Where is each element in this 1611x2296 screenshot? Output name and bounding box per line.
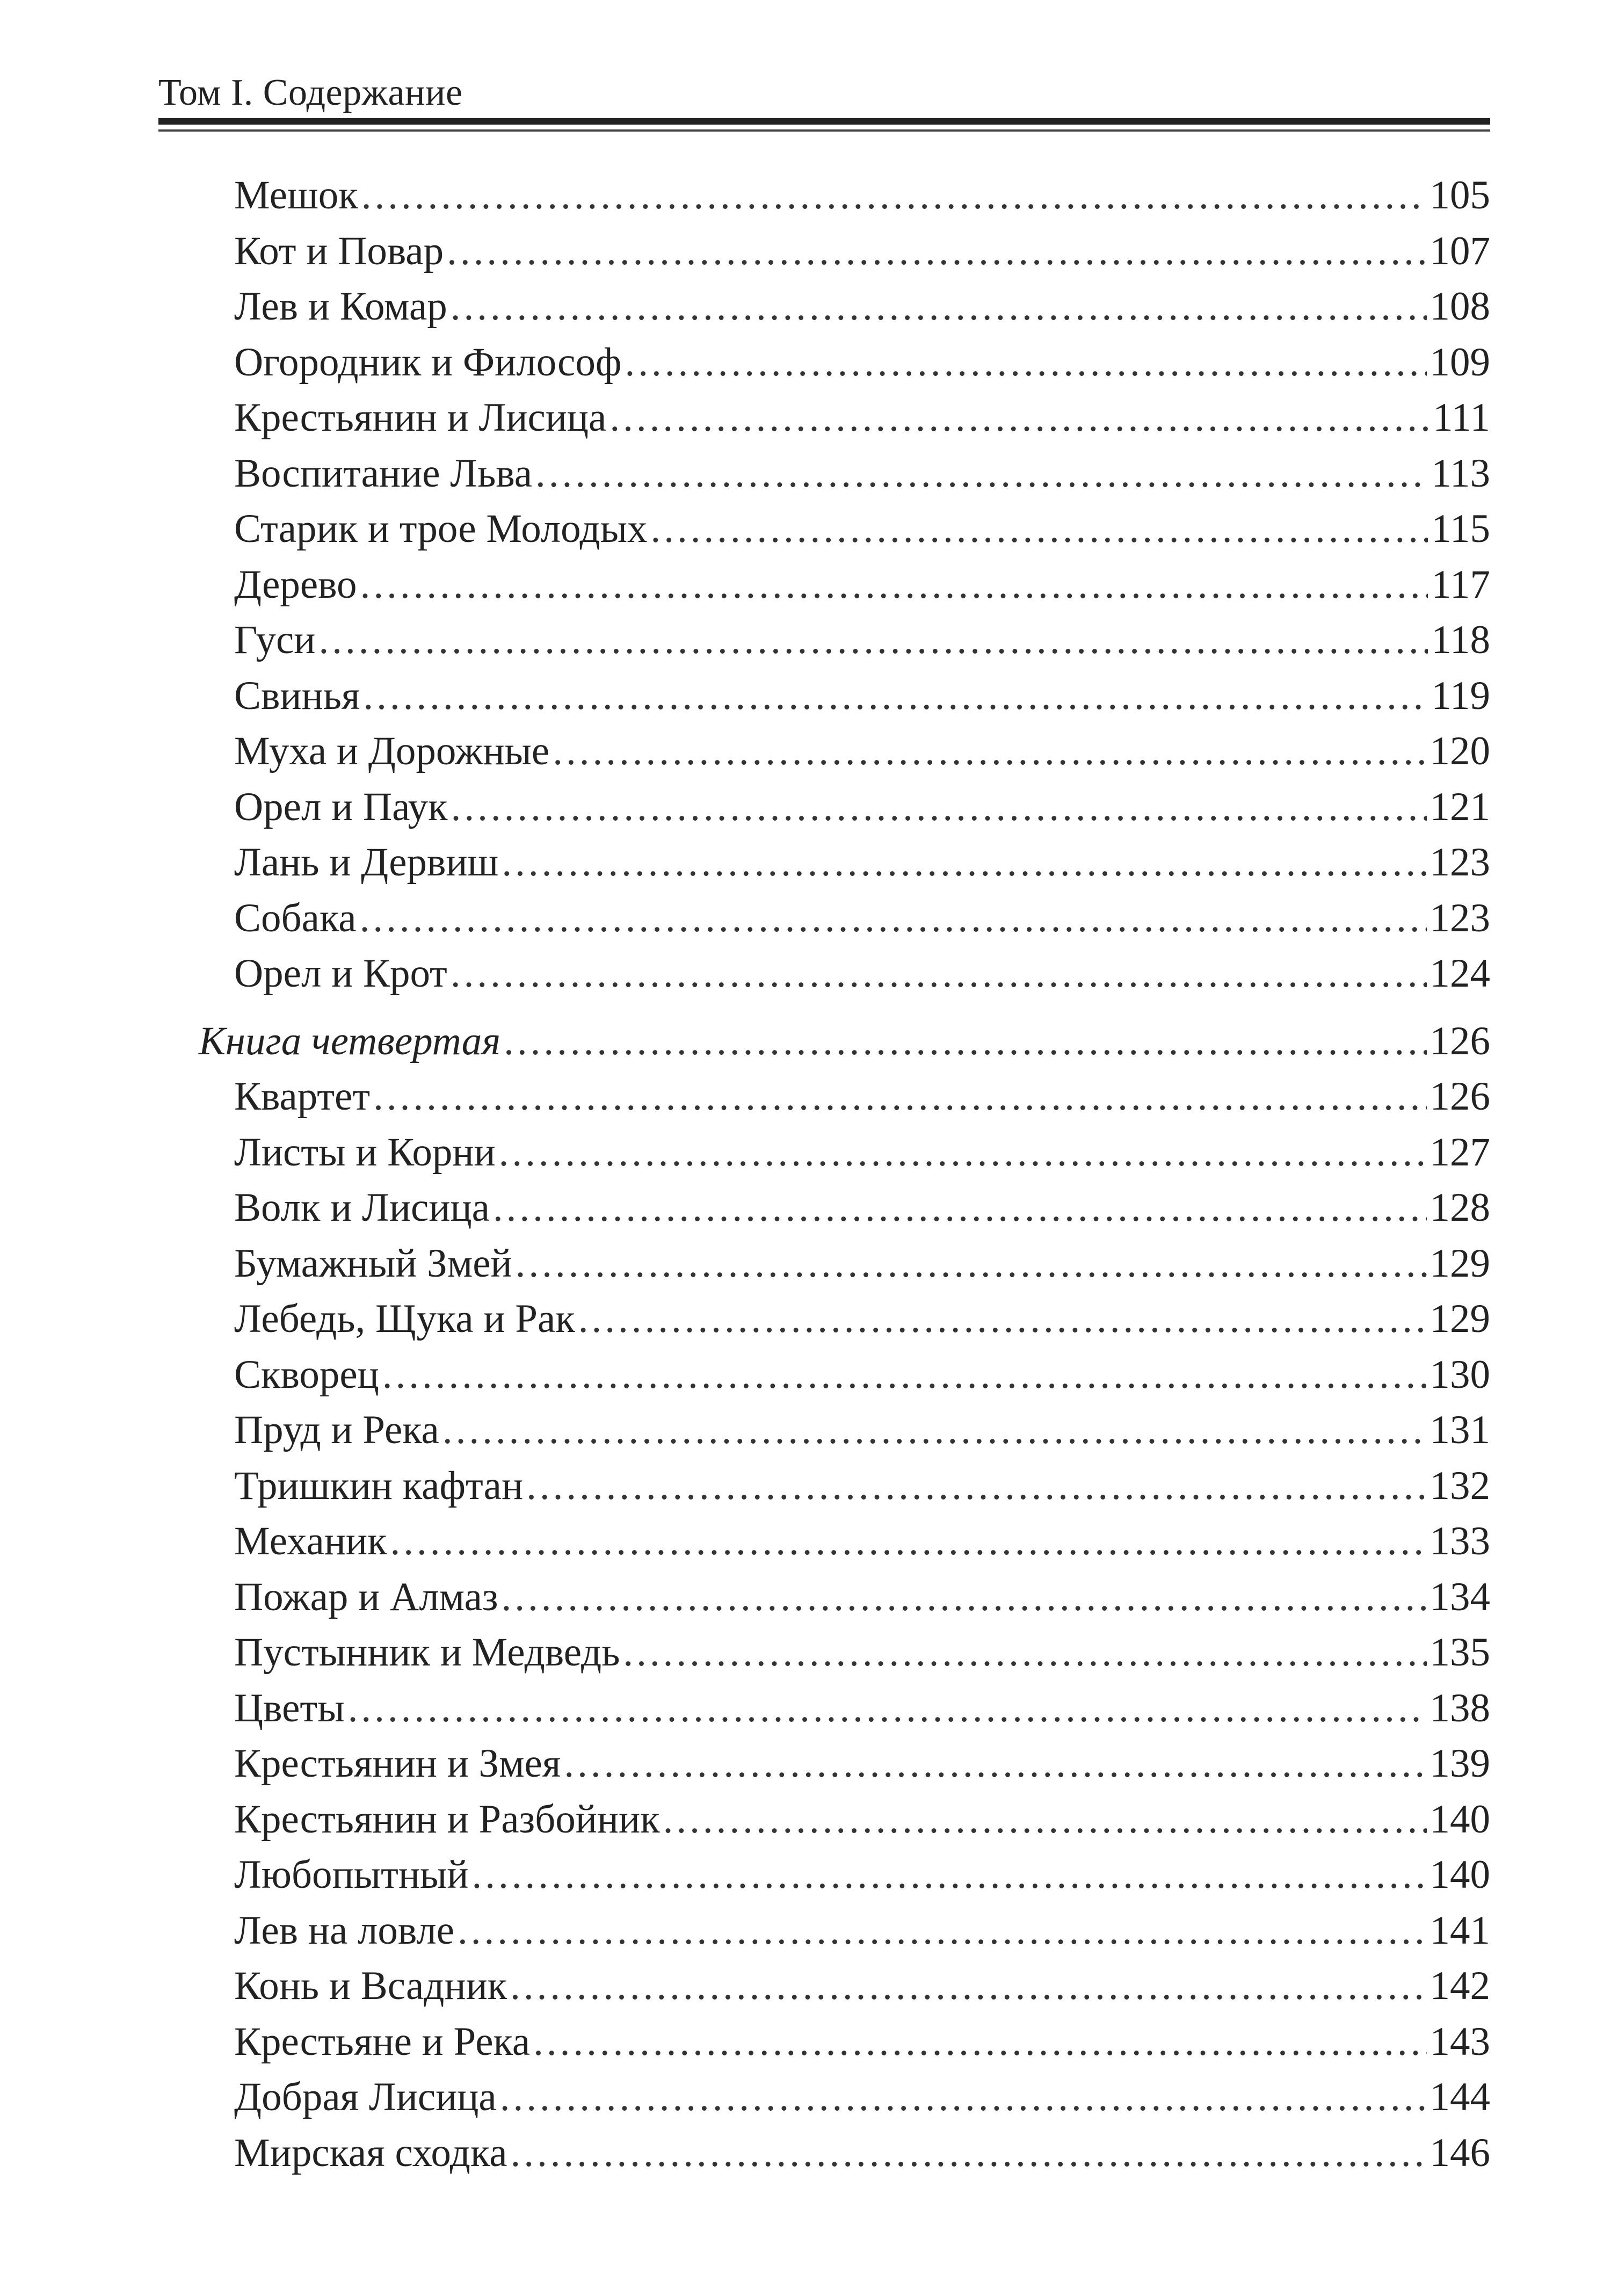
toc-entry-page-number: 141	[1429, 1908, 1490, 1953]
header-title: Том I. Содержание	[158, 72, 463, 113]
toc-entry	[199, 835, 1490, 890]
toc-entry-title: Кот и Повар	[234, 228, 444, 273]
toc-entry-title: Лань и Дервиш	[234, 840, 499, 885]
toc-entry	[199, 1792, 1490, 1848]
toc-entry-title: Конь и Всадник	[234, 1964, 507, 2008]
toc-entry	[199, 1847, 1490, 1903]
dot-leader	[447, 223, 1426, 279]
toc-entry	[199, 1681, 1490, 1736]
toc-entry-page-number: 111	[1433, 395, 1490, 440]
toc-entry-page-number: 118	[1431, 618, 1490, 662]
toc-entry	[199, 2014, 1490, 2070]
dot-leader	[564, 1736, 1426, 1792]
toc-entry	[199, 1958, 1490, 2014]
dot-leader	[623, 1625, 1426, 1681]
dot-leader	[360, 890, 1427, 946]
dot-leader	[500, 2069, 1427, 2125]
toc-entry-title: Мешок	[234, 173, 358, 218]
toc-entry-title: Механик	[234, 1519, 387, 1563]
toc-entry	[199, 1069, 1490, 1125]
toc-entry	[199, 1236, 1490, 1292]
toc-entry-title: Крестьянин и Лисица	[234, 395, 607, 440]
toc-entry-page-number: 105	[1429, 173, 1490, 218]
toc-entry-title: Лев на ловле	[234, 1908, 455, 1953]
dot-leader	[526, 1458, 1426, 1514]
toc-entry-title: Листы и Корни	[234, 1129, 496, 1175]
toc-entry	[199, 279, 1490, 335]
toc-entry	[199, 2125, 1490, 2181]
toc-entry-title: Крестьянин и Змея	[234, 1741, 561, 1786]
toc-entry	[199, 612, 1490, 668]
toc-entry-title: Цветы	[234, 1685, 345, 1730]
toc-entry-title: Книга четвертая	[199, 1018, 501, 1063]
toc-entry-page-number: 129	[1429, 1241, 1490, 1286]
dot-leader	[510, 1958, 1426, 2014]
dot-leader	[451, 279, 1427, 335]
toc-entry-page-number: 143	[1429, 2019, 1490, 2064]
dot-leader	[318, 612, 1428, 668]
toc-entry-page-number: 133	[1429, 1519, 1490, 1563]
toc-entry-title: Орел и Крот	[234, 951, 447, 996]
header-rule-thick	[158, 118, 1490, 125]
toc-section-heading	[199, 1013, 1490, 1069]
toc-entry-title: Крестьянин и Разбойник	[234, 1797, 660, 1842]
toc-entry	[199, 1625, 1490, 1681]
dot-leader	[390, 1513, 1427, 1569]
toc-entry-title: Тришкин кафтан	[234, 1463, 524, 1508]
toc-entry-page-number: 108	[1429, 284, 1490, 329]
dot-leader	[472, 1847, 1427, 1903]
toc-entry	[199, 1569, 1490, 1625]
toc-entry-page-number: 126	[1429, 1018, 1490, 1063]
toc-entry	[199, 1736, 1490, 1792]
toc-entry-page-number: 144	[1429, 2075, 1490, 2119]
dot-leader	[609, 390, 1429, 446]
toc-entry	[199, 779, 1490, 835]
toc-entry-title: Муха и Дорожные	[234, 729, 550, 773]
toc-entry-page-number: 135	[1429, 1630, 1490, 1675]
toc-entry	[199, 946, 1490, 1002]
toc-entry	[199, 1180, 1490, 1236]
toc-entry-title: Дерево	[234, 562, 357, 607]
toc-entry	[199, 557, 1490, 613]
dot-leader	[663, 1792, 1427, 1848]
toc-entry-title: Добрая Лисица	[234, 2075, 497, 2119]
dot-leader	[625, 335, 1426, 390]
dot-leader	[442, 1402, 1427, 1458]
dot-leader	[553, 723, 1426, 779]
toc-entry	[199, 1458, 1490, 1514]
toc-entry-title: Бумажный Змей	[234, 1241, 512, 1286]
dot-leader	[360, 557, 1428, 613]
toc-entry-page-number: 130	[1429, 1352, 1490, 1397]
toc-entry-title: Старик и трое Молодых	[234, 506, 648, 551]
toc-entry	[199, 1402, 1490, 1458]
toc-entry-page-number: 115	[1431, 506, 1490, 551]
toc-entry-page-number: 140	[1429, 1852, 1490, 1897]
dot-leader	[516, 1236, 1427, 1292]
toc-entry-page-number: 132	[1429, 1463, 1490, 1508]
toc-entry-page-number: 129	[1429, 1297, 1490, 1341]
toc-entry-page-number: 124	[1429, 951, 1490, 996]
toc-entry	[199, 223, 1490, 279]
toc-entry-title: Лев и Комар	[234, 284, 447, 329]
toc-entry	[199, 1513, 1490, 1569]
toc-entry-page-number: 139	[1429, 1741, 1490, 1786]
toc-entry-title: Лебедь, Щука и Рак	[234, 1297, 575, 1341]
toc-entry-title: Гуси	[234, 618, 316, 662]
toc-entry	[199, 168, 1490, 223]
toc-entry	[199, 1347, 1490, 1403]
dot-leader	[499, 1125, 1427, 1180]
toc-entry-page-number: 146	[1429, 2130, 1490, 2175]
dot-leader	[458, 1903, 1426, 1959]
dot-leader	[361, 168, 1427, 223]
toc-entry-page-number: 123	[1429, 895, 1490, 940]
toc-entry-page-number: 140	[1429, 1797, 1490, 1842]
dot-leader	[533, 2014, 1426, 2070]
toc-entry-title: Крестьяне и Река	[234, 2019, 531, 2064]
toc-entry-page-number: 138	[1429, 1685, 1490, 1730]
toc-entry-title: Пустынник и Медведь	[234, 1630, 620, 1675]
toc-entry-page-number: 119	[1431, 673, 1490, 718]
table-of-contents	[199, 168, 1490, 2181]
dot-leader	[502, 835, 1426, 890]
dot-leader	[504, 1013, 1426, 1069]
dot-leader	[502, 1569, 1427, 1625]
toc-entry-title: Собака	[234, 895, 357, 940]
toc-entry	[199, 1291, 1490, 1347]
header-rule-thin	[158, 129, 1490, 132]
toc-entry-title: Воспитание Льва	[234, 451, 533, 496]
toc-entry	[199, 1903, 1490, 1959]
toc-entry-page-number: 109	[1429, 339, 1490, 385]
toc-entry-title: Скворец	[234, 1352, 379, 1397]
dot-leader	[363, 668, 1428, 724]
toc-entry-title: Любопытный	[234, 1852, 469, 1897]
toc-entry-page-number: 127	[1429, 1129, 1490, 1175]
toc-entry	[199, 501, 1490, 557]
toc-entry-page-number: 121	[1429, 784, 1490, 829]
dot-leader	[493, 1180, 1427, 1236]
dot-leader	[535, 446, 1428, 502]
dot-leader	[382, 1347, 1427, 1403]
toc-entry-page-number: 117	[1431, 562, 1490, 607]
toc-entry-page-number: 126	[1429, 1074, 1490, 1119]
dot-leader	[510, 2125, 1426, 2181]
toc-entry	[199, 1125, 1490, 1180]
toc-entry-title: Пруд и Река	[234, 1408, 439, 1452]
running-header	[158, 69, 1490, 117]
toc-entry-title: Мирская сходка	[234, 2130, 507, 2175]
dot-leader	[578, 1291, 1427, 1347]
dot-leader	[348, 1681, 1427, 1736]
toc-entry-title: Свинья	[234, 673, 360, 718]
toc-entry-page-number: 107	[1429, 228, 1490, 273]
toc-entry-page-number: 113	[1431, 451, 1490, 496]
toc-entry-title: Орел и Паук	[234, 784, 448, 829]
toc-entry-page-number: 128	[1429, 1185, 1490, 1230]
toc-entry-page-number: 131	[1429, 1408, 1490, 1452]
toc-entry	[199, 335, 1490, 390]
toc-entry-title: Квартет	[234, 1074, 371, 1119]
toc-entry	[199, 668, 1490, 724]
toc-entry-title: Огородник и Философ	[234, 339, 622, 385]
toc-entry-page-number: 120	[1429, 729, 1490, 773]
toc-entry	[199, 390, 1490, 446]
toc-entry-page-number: 142	[1429, 1964, 1490, 2008]
toc-entry-page-number: 123	[1429, 840, 1490, 885]
dot-leader	[451, 946, 1427, 1002]
dot-leader	[451, 779, 1427, 835]
dot-leader	[373, 1069, 1426, 1125]
toc-entry-title: Пожар и Алмаз	[234, 1574, 498, 1619]
dot-leader	[651, 501, 1428, 557]
toc-entry-title: Волк и Лисица	[234, 1185, 490, 1230]
toc-entry-page-number: 134	[1429, 1574, 1490, 1619]
toc-entry	[199, 446, 1490, 502]
toc-entry	[199, 723, 1490, 779]
toc-entry	[199, 890, 1490, 946]
toc-entry	[199, 2069, 1490, 2125]
